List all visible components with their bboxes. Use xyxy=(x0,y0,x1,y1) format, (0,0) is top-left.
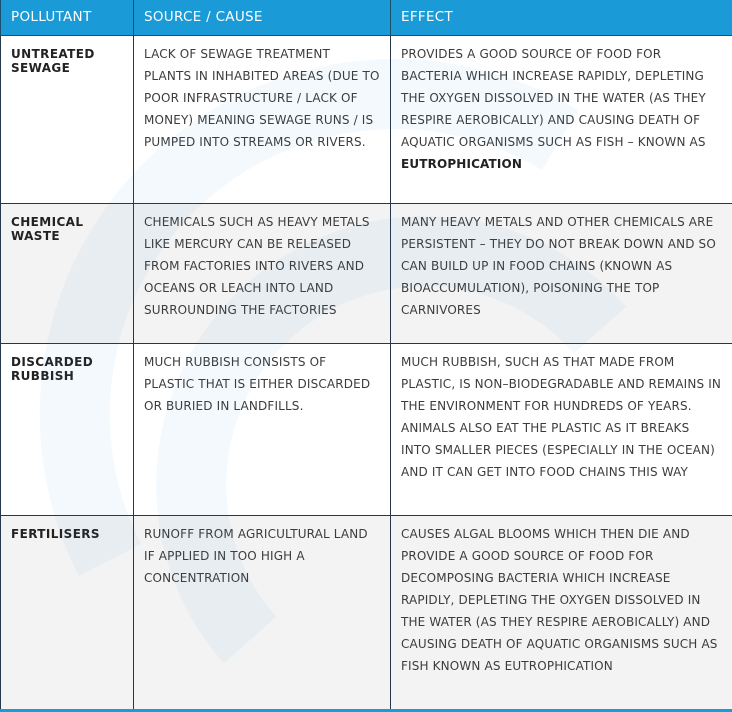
pollutant-cell: CHEMICAL WASTE xyxy=(1,203,134,343)
header-source: SOURCE / CAUSE xyxy=(134,0,391,35)
table-row xyxy=(1,203,732,343)
header-pollutant: POLLUTANT xyxy=(1,0,134,35)
source-cell: LACK OF SEWAGE TREATMENT PLANTS IN INHABITED AREAS (DUE TO POOR INFRASTRUCTURE / LACK OF MONEY) MEANING SEWAGE RUNS / IS PUMPED INTO STREAMS OR RIVERS. xyxy=(134,35,391,203)
table-row xyxy=(1,343,732,515)
effect-cell: MUCH RUBBISH, SUCH AS THAT MADE FROM PLASTIC, IS NON–BIODEGRADABLE AND REMAINS IN THE ENVIRONMENT FOR HUNDREDS OF YEARS. ANIMALS ALSO EAT THE PLASTIC AS IT BREAKS INTO SMALLER PIECES (ESPECIALLY IN THE OCEAN) AND IT CAN GET INTO FOOD CHAINS THIS WAY xyxy=(391,343,732,515)
source-cell: RUNOFF FROM AGRICULTURAL LAND IF APPLIED IN TOO HIGH A CONCENTRATION xyxy=(134,515,391,711)
effect-text: PROVIDES A GOOD SOURCE OF FOOD FOR BACTERIA WHICH INCREASE RAPIDLY, DEPLETING THE OXYGEN DISSOLVED IN THE WATER (AS THEY RESPIRE AEROBICALLY) AND CAUSING DEATH OF AQUATIC ORGANISMS SUCH AS FISH – KNOWN AS xyxy=(401,46,706,149)
table-header xyxy=(1,0,732,35)
source-cell: MUCH RUBBISH CONSISTS OF PLASTIC THAT IS EITHER DISCARDED OR BURIED IN LANDFILLS. xyxy=(134,343,391,515)
effect-cell xyxy=(391,35,732,203)
table-row xyxy=(1,35,732,203)
header-row xyxy=(1,0,732,35)
pollutant-cell: DISCARDED RUBBISH xyxy=(1,343,134,515)
effect-cell: CAUSES ALGAL BLOOMS WHICH THEN DIE AND PROVIDE A GOOD SOURCE OF FOOD FOR DECOMPOSING BACTERIA WHICH INCREASE RAPIDLY, DEPLETING THE OXYGEN DISSOLVED IN THE WATER (AS THEY RESPIRE AEROBICALLY) AND CAUSING DEATH OF AQUATIC ORGANISMS SUCH AS FISH KNOWN AS EUTROPHICATION xyxy=(391,515,732,711)
pollutant-cell: UNTREATED SEWAGE xyxy=(1,35,134,203)
effect-bold-term: EUTROPHICATION xyxy=(401,156,523,171)
pollutant-cell: FERTILISERS xyxy=(1,515,134,711)
source-cell: CHEMICALS SUCH AS HEAVY METALS LIKE MERCURY CAN BE RELEASED FROM FACTORIES INTO RIVERS AND OCEANS OR LEACH INTO LAND SURROUNDING THE FACTORIES xyxy=(134,203,391,343)
header-effect: EFFECT xyxy=(391,0,732,35)
effect-cell: MANY HEAVY METALS AND OTHER CHEMICALS ARE PERSISTENT – THEY DO NOT BREAK DOWN AND SO CAN BUILD UP IN FOOD CHAINS (KNOWN AS BIOACCUMULATION), POISONING THE TOP CARNIVORES xyxy=(391,203,732,343)
table-row xyxy=(1,515,732,711)
